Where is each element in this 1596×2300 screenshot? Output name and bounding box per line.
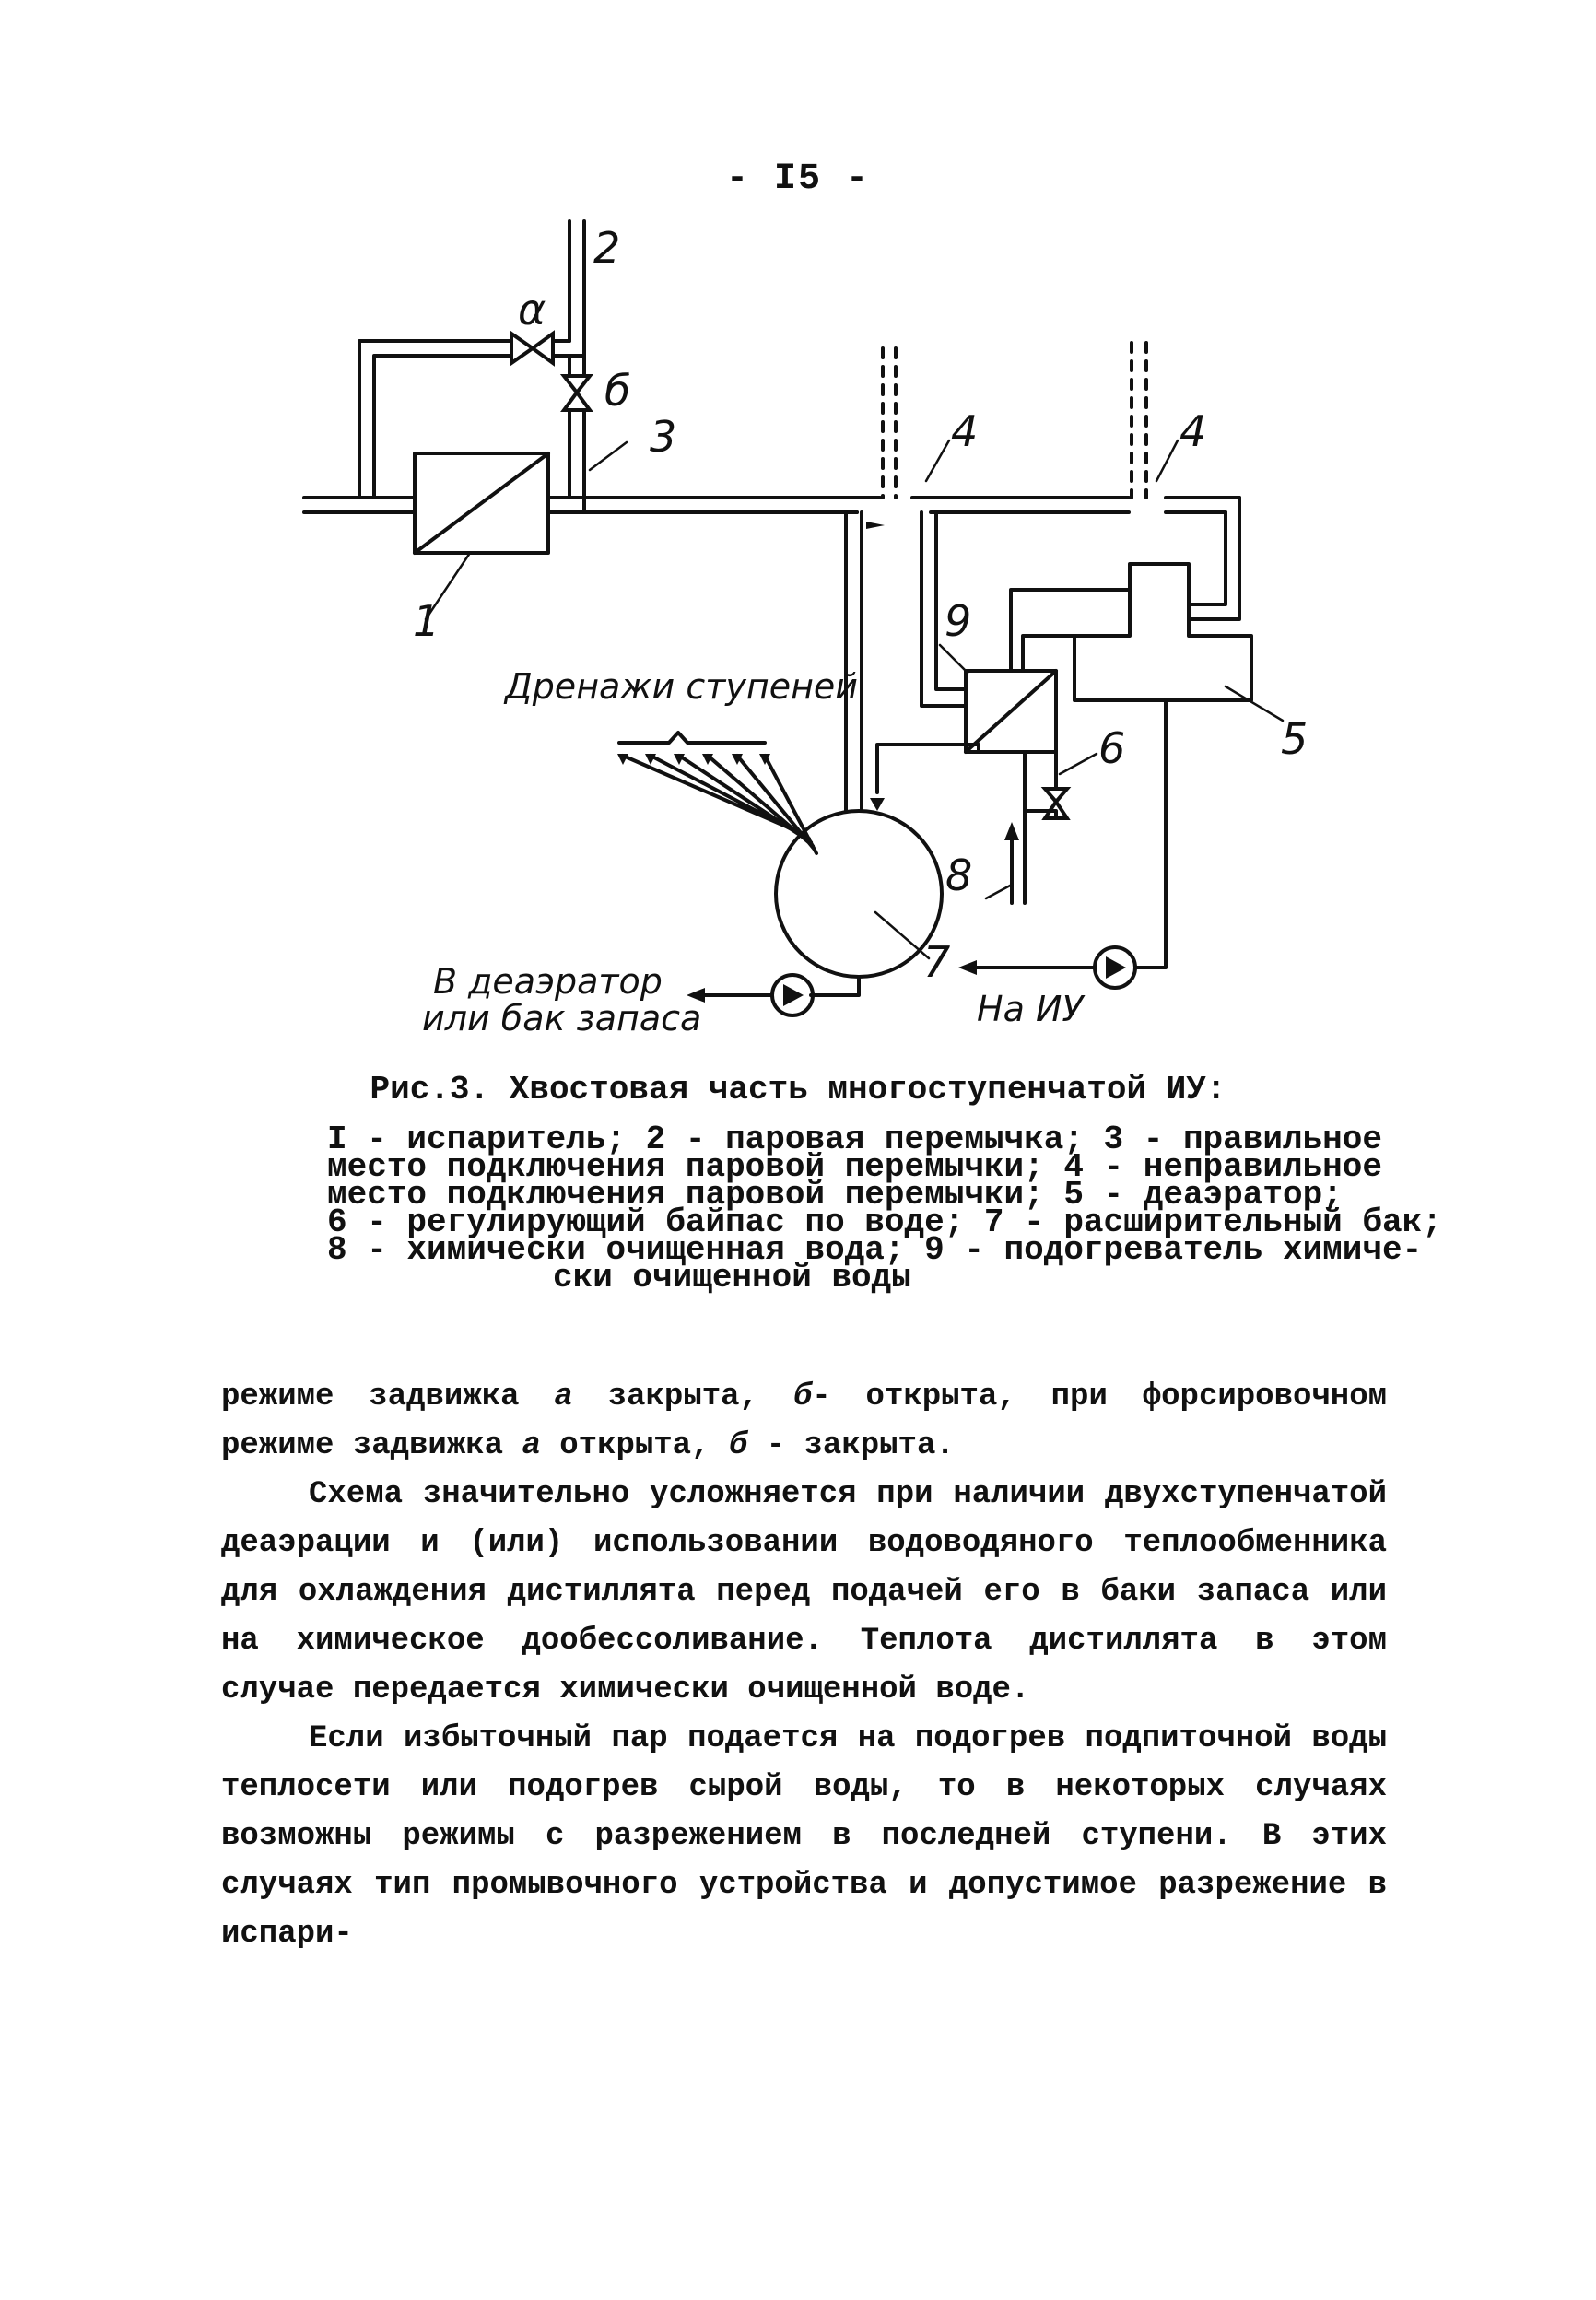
arrow-in-tank-pipe xyxy=(866,522,885,529)
body-text xyxy=(221,1373,1387,1959)
drain-lines xyxy=(623,756,816,853)
caption-title: Рис.3. Хвостовая часть многоступенчатой ИУ: xyxy=(370,1071,1226,1109)
label-7: 7 xyxy=(923,937,951,987)
page-number: - I5 - xyxy=(725,158,871,200)
bypass-valve-line xyxy=(1025,752,1056,903)
label-3: 3 xyxy=(650,412,677,462)
drain-brace xyxy=(619,733,765,743)
label-8: 8 xyxy=(945,851,973,900)
caption-line: место подключения паровой перемычки; 5 - деаэратор; xyxy=(327,1176,1343,1214)
main-steam-pipe xyxy=(304,498,1239,512)
label-6: 6 xyxy=(1098,723,1126,773)
label-1: 1 xyxy=(413,596,440,646)
incorrect-connection-left xyxy=(883,348,896,498)
valve-a xyxy=(511,334,533,363)
caption-line: 6 - регулирующий байпас по воде; 7 - расширительный бак; xyxy=(327,1203,1442,1241)
label-b: б xyxy=(604,366,631,416)
paragraph-2: Схема значительно усложняется при наличии двухступенчатой деаэрации и (или) использовании водоводяного теплообменника для охлаждения дистиллята перед подачей его в баки запаса или на химическое дообессоливание. Теплота дистиллята в этом случае передается химически очищенной воде. xyxy=(221,1477,1387,1707)
tank-outlet-pipe xyxy=(811,977,859,995)
drain-pipe-to-tank xyxy=(846,512,862,811)
paragraph-3: Если избыточный пар подается на подогрев подпиточной воды теплосети или подогрев сырой воды, то в некоторых случаях возможны режимы с разрежением в последней ступени. В этих случаях тип промывочного устройства и допустимое разрежение в испари- xyxy=(221,1721,1387,1952)
label-to-iu: На ИУ xyxy=(977,989,1084,1029)
label-5: 5 xyxy=(1281,714,1308,764)
steam-jumper-pipe xyxy=(569,221,584,512)
caption-line: I - испаритель; 2 - паровая перемычка; 3 - правильное xyxy=(327,1121,1382,1158)
caption-line: ски очищенной воды xyxy=(553,1259,911,1297)
label-4-right: 4 xyxy=(1179,406,1207,456)
label-drains: Дренажи ступеней xyxy=(505,666,858,707)
bypass-loop xyxy=(359,258,584,498)
flow-diagram xyxy=(0,0,1596,1069)
incorrect-connection-right xyxy=(1132,343,1146,498)
deaerator-outlet-pipe xyxy=(1135,700,1166,968)
heater-to-tank xyxy=(877,745,979,792)
heater-to-deaerator xyxy=(1011,590,1130,671)
deaerator-steam-pipe xyxy=(1189,498,1239,619)
label-to-deaerator-2: или бак запаса xyxy=(422,998,702,1039)
label-2: 2 xyxy=(593,223,621,273)
label-4-left: 4 xyxy=(951,406,979,456)
label-9: 9 xyxy=(945,596,972,646)
label-to-deaerator-1: В деаэратор xyxy=(433,961,663,1002)
label-a: α xyxy=(518,285,546,334)
paragraph-1: режиме задвижка а закрыта, б- открыта, при форсировочном режиме задвижка а открыта, б - закрыта. xyxy=(221,1379,1387,1463)
caption-line: 8 - химически очищенная вода; 9 - подогреватель химиче- xyxy=(327,1231,1423,1269)
caption-line: место подключения паровой перемычки; 4 - неправильное xyxy=(327,1148,1382,1186)
